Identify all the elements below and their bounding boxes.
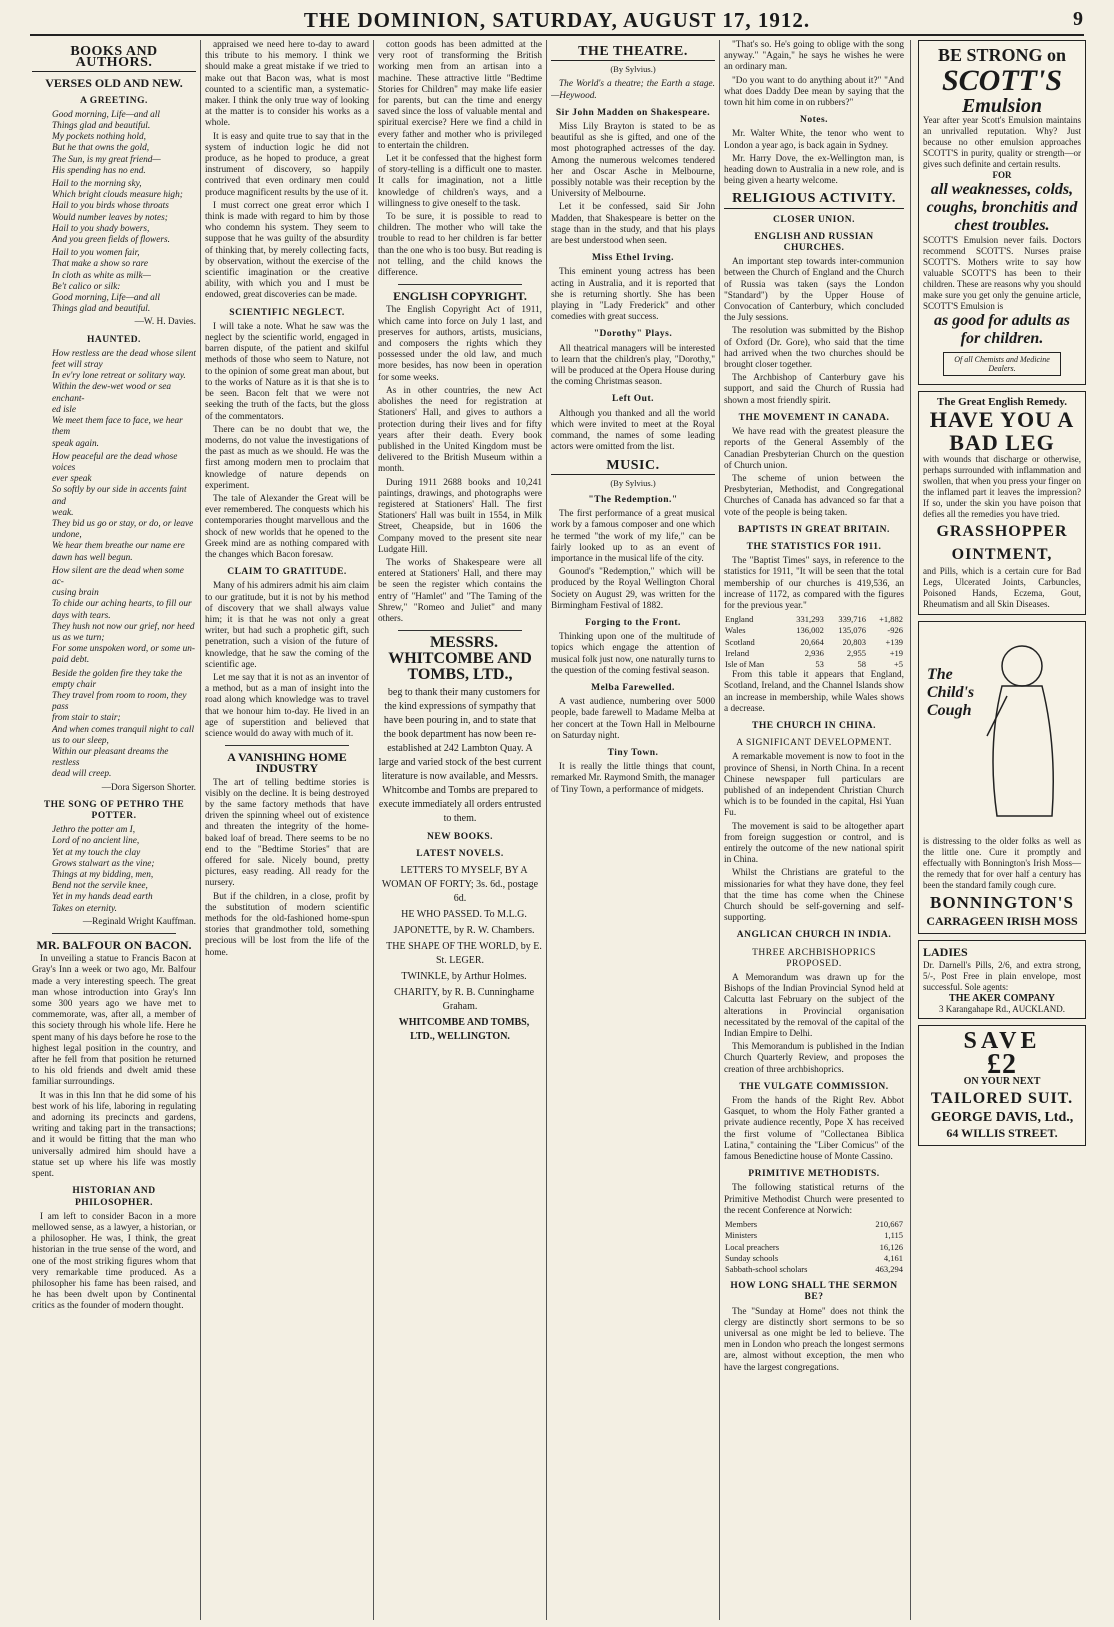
- article-paragraph: "Do you want to do anything about it?" "And what does Daddy Dee mean by saying that the town hit him come in on rubbers?": [724, 75, 904, 109]
- ad-heading: BE STRONG on: [937, 45, 1067, 65]
- table-cell: 16,126: [879, 1241, 903, 1252]
- table-cell: Scotland: [725, 636, 755, 647]
- article-paragraph: As in other countries, the new Act abolishes the need for registration at Stationers' Hall, and gives to authors a protection during their lives and for fifty years after their death. Every book published in the United Kingdom must be delivered to the British Museum within a month.: [378, 385, 542, 475]
- ad-text: with wounds that discharge or otherwise, perhaps surrounded with inflammation and swollen, that when you press your finger on the inflamed part it leaves the impression? If so, under the skin you have poison that defies all the remedies you have tried.: [923, 454, 1081, 519]
- article-paragraph: Let it be confessed, said Sir John Madden, that Shakespeare is better on the stage than in the study, and that his plays are best understood when seen.: [551, 202, 715, 247]
- baptist-stats-table: [724, 614, 904, 670]
- poem-title: THE SONG OF PETHRO THE POTTER.: [43, 799, 185, 821]
- article-paragraph: Many of his admirers admit his aim claim to our gratitude, but it is not by his method of discovery that we shall always value him; it is that he was not only a great writer, but had such a prophetic gift, such penetration, such a vision of the future of knowledge, that he saw the coming of the scientific age.: [205, 581, 369, 670]
- article-paragraph: From the hands of the Right Rev. Abbot Gasquet, to whom the Holy Father granted a private audience recently, Pope X has received the first volume of "Collectanea Biblica Latina," containing the "Liber Comicus" of the famous Benedictine house of Monte Cassino.: [724, 1096, 904, 1163]
- book-listing: JAPONETTE, by R. W. Chambers.: [393, 924, 535, 936]
- subheading: THREE ARCHBISHOPRICS PROPOSED.: [752, 947, 876, 969]
- subheading: ENGLISH AND RUSSIAN CHURCHES.: [754, 231, 874, 254]
- poem-stanza: Hail to you women fair, That make a show so rare In cloth as white as milk— Be't calico or silk: Good morning, Life—and all Things glad and beautiful.: [52, 248, 160, 315]
- article-paragraph: Thinking upon one of the multitude of topics which engage the attention of musical folk just now, one naturally turns to the question of the coming festival season.: [551, 632, 715, 676]
- poem-author: —W. H. Davies.: [134, 317, 196, 328]
- article-paragraph: The first performance of a great musical work by a famous composer and one which he termed "the work of my life," can be fairly looked up to as an event of importance in the musical life of the city.: [551, 509, 715, 564]
- table-cell: 20,664: [800, 636, 824, 647]
- ladies-ad: [918, 940, 1086, 1019]
- subheading: "Dorothy" Plays.: [593, 329, 673, 340]
- article-paragraph: Mr. Walter White, the tenor who went to London a year ago, is back again in Sydney.: [724, 129, 904, 151]
- poem-author: —Reginald Wright Kauffman.: [82, 916, 196, 927]
- article-paragraph: An important step towards inter-communion between the Church of England and the Church of Russia was taken (says the London "Standard") by the Upper House of Convocation of Canterbury, which concluded the July sessions.: [724, 257, 904, 324]
- subheading: PRIMITIVE METHODISTS.: [748, 1169, 880, 1180]
- column-bacon-continued: [205, 40, 369, 1620]
- table-cell: Local preachers: [725, 1241, 780, 1252]
- table-row: [724, 1264, 904, 1275]
- subheading: THE MOVEMENT IN CANADA.: [738, 412, 890, 423]
- table-cell: Members: [725, 1219, 758, 1230]
- subheading: THE VULGATE COMMISSION.: [739, 1081, 889, 1092]
- table-cell: Sabbath-school scholars: [725, 1263, 808, 1274]
- ad-product: GRASSHOPPER OINTMENT,: [936, 523, 1068, 563]
- ad-headline: The Child's Cough: [927, 666, 975, 719]
- book-listing: HE WHO PASSED. To M.L.G.: [401, 908, 527, 920]
- subheading: CLOSER UNION.: [773, 214, 855, 225]
- article-paragraph: We have read with the greatest pleasure the reports of the General Assembly of the Canadian Presbyterian Church on the question of Church union.: [724, 427, 904, 471]
- ad-address: 64 WILLIS STREET.: [946, 1126, 1058, 1140]
- article-paragraph: Although you thanked and all the world which were invited to meet at the Royal command, the names of some leading actors were omitted from the list.: [551, 408, 715, 453]
- article-paragraph: The works of Shakespeare were all entered at Stationers' Hall, and there may be seen the register which contains the entry of "Hamlet" and "The Taming of the Shrew," "Romeo and Juliet" and many others.: [378, 557, 542, 624]
- poem-stanza: How silent are the dead when some ac- cusing brain To chide our aching hearts, to fill our days with tears. They hush not now our grief, nor heed us as we turn; For some unspoken word, or some un- paid debt.: [52, 565, 195, 666]
- table-cell: Ministers: [725, 1230, 758, 1241]
- table-row: [724, 1242, 904, 1253]
- divider: [225, 745, 349, 746]
- table-cell: Isle of Man: [725, 658, 765, 669]
- ad-text: is distressing to the older folks as well as the little one. Cure it promptly and effectually with Bonnington's Irish Moss—the remedy that for over half a century has been the standard family cough cure.: [923, 836, 1081, 890]
- subheading: Left Out.: [612, 394, 654, 405]
- ad-heading: The Great English Remedy.: [937, 396, 1067, 408]
- ad-address: 3 Karangahape Rd., AUCKLAND.: [939, 1004, 1065, 1014]
- article-paragraph: It was in this Inn that he did some of his best work of his life, laboring in regulating and adorning its precincts and gardens, writing and taking part in the transactions; and it would be fitting that the man who universally admired him should have a statue set up where his life was mostly spent.: [32, 1090, 196, 1180]
- article-paragraph: The "Sunday at Home" does not think the clergy are distinctly short sermons to be so universal as one might be led to believe. The men in London who preach the longest sermons are, almost without exception, the men who have the largest congregations.: [724, 1306, 904, 1373]
- table-cell: Sunday schools: [725, 1252, 779, 1263]
- epigraph: The World's a theatre; the Earth a stage.—Heywood.: [551, 79, 715, 101]
- ad-company: THE AKER COMPANY: [949, 993, 1055, 1004]
- article-paragraph: I will take a note. What he saw was the neglect by the scientific world, engaged in barren dispute, of the patient and skilful methods of those who seem to Nature, not to the opinion of some great man about, but to the works of Nature as it is that she is to be seen. Bacon felt that we were not seeking the truth of the facts, but the gloss of the commentators.: [205, 321, 369, 422]
- ad-amount: £2: [987, 1049, 1017, 1080]
- table-cell: 1,115: [884, 1230, 903, 1241]
- article-paragraph: This eminent young actress has been acting in Australia, and it is reported that she is returning shortly. She has been playing in "Lady Frederick" and other comedies with great success.: [551, 267, 715, 323]
- ad-box: Of all Chemists and Medicine Dealers.: [943, 352, 1061, 376]
- bookseller-notice: [378, 636, 542, 684]
- table-cell: +1,882: [879, 614, 903, 625]
- table-cell: 4,161: [883, 1252, 903, 1263]
- table-cell: 53: [815, 658, 824, 669]
- article-paragraph: cotton goods has been admitted at the very root of transforming the British working men from an artisan into a machine. These attractive little "Bedtime Stories for Children" may make life easier for parents, but can the time and energy saved since the loss of valuable mental and spiritual exercise? Here we find a child in every father and mother who is privileged to entertain the children.: [378, 40, 542, 151]
- poem-stanza: Jethro the potter am I, Lord of no ancient line, Yet at my touch the clay Grows stalwart as the vine; Things at my bidding, men, Bend not the servile knee, Yet in my hands dead earth Takes on eternity.: [52, 825, 155, 914]
- ad-tagline: as good for adults as for children.: [933, 312, 1071, 347]
- subheading: THE CHURCH IN CHINA.: [751, 720, 876, 731]
- article-paragraph: Let me say that it is not as an inventor of a method, but as a man of insight into the road along which knowledge was to travel that we honour him to-day. He lived in an age of superstition and believed that science would do away with much of it.: [205, 672, 369, 739]
- table-row: [724, 659, 904, 670]
- subheading: Sir John Madden on Shakespeare.: [555, 107, 711, 118]
- table-cell: 58: [857, 658, 867, 669]
- table-cell: 463,294: [875, 1263, 903, 1274]
- masthead-title: THE DOMINION, SATURDAY, AUGUST 17, 1912.: [303, 7, 811, 32]
- subheading: HISTORIAN AND PHILOSOPHER.: [72, 1186, 156, 1208]
- article-paragraph: I must correct one great error which I think is made with regard to him by those who condemn his system. They seem to suppose that he was guilty of the absurdity of thinking that, by merely collecting facts, by observation, without the exercise of the scientific imagination or the creative ability, with which you and I must be endowed, great discoveries can be made.: [205, 200, 369, 301]
- poem-stanza: How peaceful are the dead whose voices ever speak So softly by our side in accents faint and weak. They bid us go or stay, or do, or leave undone, We hear them breathe our name ere dawn has well begun.: [52, 451, 194, 563]
- article-paragraph: Gounod's "Redemption," which will be produced by the Royal Wellington Choral Society on August 29, was written for the Birmingham Festival of 1882.: [551, 567, 715, 611]
- article-paragraph: The resolution was submitted by the Bishop of Oxford (Dr. Gore), who said that the time had arrived when the two churches should be brought closer together.: [724, 326, 904, 371]
- table-row: [724, 1219, 904, 1230]
- bonningtons-ad: [918, 621, 1086, 934]
- george-davis-ad: [918, 1025, 1086, 1146]
- table-cell: 331,293: [796, 614, 824, 625]
- column-copyright: [378, 40, 542, 1620]
- article-paragraph: The scheme of union between the Presbyterian, Methodist, and Congregational Churches of Canada has advanced so far that a vote of the people is being taken.: [724, 473, 904, 518]
- ad-text: FOR: [992, 170, 1012, 180]
- table-cell: 210,667: [875, 1219, 903, 1230]
- article-paragraph: A Memorandum was drawn up for the Bishops of the Indian Provincial Synod held at Calcutta last February on the subject of the alterations in Provincial organisation necessitated by the removal of the capital of the Indian Empire to Delhi.: [724, 973, 904, 1040]
- article-heading: VERSES OLD AND NEW.: [45, 76, 183, 91]
- article-paragraph: The art of telling bedtime stories is visibly on the decline. It is being destroyed by the same factory methods that have driven the spinning wheel out of existence and threaten the integrity of the home-baked loaf of bread. There seems to be no end to the "Bedtime Stories" that are offered for sale. Nicely bound, pretty pictures, easy reading. All ready for the nursery.: [205, 777, 369, 889]
- byline: (By Sylvius.): [610, 64, 656, 75]
- book-listing: CHARITY, by R. B. Cunninghame Graham.: [393, 986, 535, 1012]
- ad-product: TAILORED SUIT.: [930, 1090, 1074, 1107]
- column-rule: [373, 40, 374, 1620]
- ad-text: Year after year Scott's Emulsion maintains an unrivalled reputation. Why? Just because no other emulsion approaches SCOTT'S in purity, quality or strength—or gives such definite and certain results.: [923, 115, 1081, 169]
- table-cell: Ireland: [725, 647, 750, 658]
- subheading: A SIGNIFICANT DEVELOPMENT.: [736, 738, 892, 749]
- article-heading: MR. BALFOUR ON BACON.: [36, 938, 192, 953]
- ad-text: SCOTT'S Emulsion never fails. Doctors recommend SCOTT'S. Nurses praise SCOTT'S. Mothers write to say how valuable SCOTT'S has been to their children. These are reasons why you should make sure you get only the genuine article, SCOTT'S Emulsion is: [923, 235, 1081, 311]
- scotts-emulsion-ad: [918, 40, 1086, 385]
- ad-brand: SCOTT'S: [941, 64, 1063, 97]
- article-paragraph: The Archbishop of Canterbury gave his support, and said the Church of Russia had shown a most friendly spirit.: [724, 373, 904, 406]
- notice-lead: MESSRS. WHITCOMBE AND TOMBS, LTD.,: [388, 634, 532, 684]
- ad-brand-sub: Emulsion: [961, 95, 1043, 117]
- article-heading: A VANISHING HOME INDUSTRY: [227, 750, 347, 776]
- article-paragraph: Let it be confessed that the highest form of story-telling is a difficult one to master. It calls for imagination, not a little knowledge of children's ways, and a willingness to give oneself to the task.: [378, 154, 542, 209]
- child-illustration: [923, 626, 1081, 836]
- article-paragraph: A vast audience, numbering over 5000 people, bade farewell to Madame Melba at her concert at the Town Hall in Melbourne on Saturday night.: [551, 697, 715, 741]
- poem-stanza: Hail to the morning sky, Which bright clouds measure high; Hail to you birds whose throats Would number leaves by notes; Hail to you shady bowers, And you green fields of flowers.: [52, 179, 183, 246]
- section-heading: THE THEATRE.: [551, 46, 715, 61]
- poem-author: —Dora Sigerson Shorter.: [101, 782, 196, 793]
- section-heading: MUSIC.: [551, 460, 715, 475]
- child-figure-icon: [927, 626, 1077, 826]
- masthead: [30, 6, 1084, 36]
- table-cell: Wales: [725, 625, 746, 636]
- table-cell: 2,955: [846, 647, 867, 658]
- column-religious-activity: [724, 40, 904, 1620]
- subheading: ANGLICAN CHURCH IN INDIA.: [736, 930, 892, 941]
- article-paragraph: From this table it appears that England, Scotland, Ireland, and the Channel Islands show an increase in membership, while Wales shows a decrease.: [724, 670, 904, 714]
- article-paragraph: To be sure, it is possible to read to children. The mother who will take the trouble to read to her children is far better than the one who is too busy. But reading is not telling, and the child knows the difference.: [378, 212, 542, 279]
- book-listing: TWINKLE, by Arthur Holmes.: [401, 970, 527, 982]
- column-rule: [719, 40, 720, 1620]
- table-row: [724, 637, 904, 648]
- section-heading: BOOKS AND AUTHORS.: [32, 46, 196, 72]
- column-rule: [910, 40, 911, 1620]
- table-row: [724, 1253, 904, 1264]
- table-cell: +19: [889, 647, 903, 658]
- subheading: CLAIM TO GRATITUDE.: [227, 567, 347, 578]
- ad-heading: LADIES: [923, 945, 968, 959]
- ad-text: Dr. Darnell's Pills, 2/6, and extra strong, 5/-, Post Free in plain envelope, most successful. Sole agents:: [923, 960, 1081, 992]
- subheading: THE STATISTICS FOR 1911.: [746, 541, 882, 552]
- subheading: Notes.: [799, 115, 829, 126]
- table-cell: 20,803: [842, 636, 867, 647]
- article-heading: ENGLISH COPYRIGHT.: [393, 289, 527, 304]
- methodist-stats-table: [724, 1219, 904, 1275]
- table-cell: 135,076: [838, 625, 867, 636]
- poem-title: HAUNTED.: [87, 334, 141, 345]
- subheading: HOW LONG SHALL THE SERMON BE?: [730, 1281, 898, 1303]
- article-paragraph: "That's so. He's going to oblige with the song anyway." "Again," he says he wishes he were an ordinary man.: [724, 40, 904, 73]
- ad-text: ON YOUR NEXT: [963, 1076, 1041, 1087]
- table-cell: +5: [893, 658, 903, 669]
- subheading: Melba Farewelled.: [591, 682, 675, 693]
- book-listing: LETTERS TO MYSELF, BY A WOMAN OF FORTY; 3s. 6d., postage 6d.: [381, 864, 539, 904]
- table-cell: -926: [887, 625, 903, 636]
- divider: [398, 284, 522, 285]
- article-paragraph: appraised we need here to-day to award this tribute to his memory. I think we should make a great mistake if we tried to make out that Bacon was, what is most counted to a scientific man, a systematic-maker. I think the only true way of looking at the matter is to consider his works as a whole.: [205, 40, 369, 129]
- article-paragraph: There can be no doubt that we, the moderns, do not value the investigations of the past as much as we should. He was the first among modern men to proclaim that knowledge of nature depends on experiment.: [205, 424, 369, 491]
- article-paragraph: This Memorandum is published in the Indian Church Quarterly Review, and proposes the creation of three archbishoprics.: [724, 1042, 904, 1075]
- table-cell: 136,002: [796, 625, 824, 636]
- article-paragraph: Mr. Harry Dove, the ex-Wellington man, is heading down to Australia in a new role, and is being given a hearty welcome.: [724, 153, 904, 187]
- article-paragraph: The following statistical returns of the Primitive Methodist Church were presented to the recent Conference at Norwich:: [724, 1183, 904, 1216]
- notice-signature: WHITCOMBE AND TOMBS, LTD., WELLINGTON.: [398, 1016, 530, 1042]
- table-row: [724, 648, 904, 659]
- ad-headline: HAVE YOU A BAD LEG: [929, 407, 1075, 455]
- ad-product: CARRAGEEN IRISH MOSS: [926, 914, 1078, 928]
- ad-company: GEORGE DAVIS, Ltd.,: [930, 1110, 1074, 1125]
- subheading: SCIENTIFIC NEGLECT.: [229, 307, 345, 318]
- subheading: LATEST NOVELS.: [416, 849, 504, 860]
- article-paragraph: I am left to consider Bacon in a more mellowed sense, as a lawyer, a historian, or a philosopher. He was, I think, the great historian in the true sense of the word, and one of the most striking figures whom that very remarkable time produced. As a philosopher his fame has been raised, and he has been dwelt upon by Continental critics as the founder of modern thought.: [32, 1211, 196, 1312]
- table-cell: 2,936: [804, 647, 824, 658]
- notice-body: beg to thank their many customers for the kind expressions of sympathy that have been pouring in, and to state that the book department has now been re-established at 242 Lambton Quay. A large and varied stock of the best current literature is now available, and Messrs. Whitcombe and Tombs are prepared to execute immediately all orders entrusted to them.: [378, 687, 542, 825]
- article-paragraph: All theatrical managers will be interested to learn that the children's play, "Dorothy," will be produced at the Opera House during the coming Christmas season.: [551, 343, 715, 388]
- subheading: Tiny Town.: [607, 747, 659, 758]
- article-paragraph: A remarkable movement is now to foot in the province of Shensi, in North China. In a recent Chinese newspaper full particulars are published of an independent Christian Church which is to be founded in the capital, Hsi Yuan Fu.: [724, 752, 904, 819]
- section-heading: RELIGIOUS ACTIVITY.: [724, 193, 904, 208]
- poem-stanza: How restless are the dead whose silent feet will stray In ev'ry lone retreat or solitary way. Within the dew-wet wood or sea enchant- ed isle We meet them face to face, we hear them speak again.: [52, 348, 196, 449]
- table-cell: +139: [885, 636, 903, 647]
- article-paragraph: But if the children, in a close, profit by the substitution of modern scientific methods for the old-fashioned home-spun stories that grandmother told, something precious will be lost from the life of the home.: [205, 891, 369, 958]
- ad-brand: BONNINGTON'S: [930, 893, 1074, 912]
- table-row: [724, 614, 904, 625]
- subheading: NEW BOOKS.: [426, 832, 494, 843]
- poem-title: A GREETING.: [80, 95, 148, 106]
- byline: (By Sylvius.): [610, 477, 656, 488]
- column-rule: [546, 40, 547, 1620]
- divider: [52, 933, 176, 934]
- article-paragraph: The movement is said to be altogether apart from foreign suggestion or control, and is entirely the outcome of the new national spirit in China.: [724, 821, 904, 866]
- book-listing: THE SHAPE OF THE WORLD, by E. St. LEGER.: [386, 940, 542, 966]
- poem-stanza: Good morning, Life—and all Things glad and beautiful. My pockets nothing hold, But he that owns the gold, The Sun, is my great friend— His spending has no end.: [52, 109, 161, 176]
- article-paragraph: In unveiling a statue to Francis Bacon at Gray's Inn a week or two ago, Mr. Balfour made a very interesting speech. The great man whose introduction into Gray's Inn some 300 years ago we have met to commemorate, was, after all, a member of this society through his whole life. Here he spent many of his days before he rose to the highest legal position in the country, and after he fell from that position he returned to his old friends and dwelt amid these familiar surroundings.: [32, 954, 196, 1088]
- table-row: [724, 1230, 904, 1241]
- bad-leg-ad: [918, 391, 1086, 615]
- article-paragraph: It is easy and quite true to say that in the system of induction logic he did not produce, as he hoped to produce, a great instrument of discovery, so happily contrived that even ordinary men could produce magnificent results by the use of it.: [205, 131, 369, 198]
- subheading: Miss Ethel Irving.: [591, 253, 675, 264]
- divider: [398, 630, 522, 631]
- column-rule: [200, 40, 201, 1620]
- subheading: BAPTISTS IN GREAT BRITAIN.: [738, 524, 890, 535]
- ad-text: and Pills, which is a certain cure for Bad Legs, Ulcerated Joints, Carbuncles, Poisoned Hands, Eczema, Gout, Rheumatism and all Skin Diseases.: [923, 566, 1081, 609]
- article-paragraph: Whilst the Christians are grateful to the missionaries for what they have done, they feel that the time has come when the Chinese Church should be self-governing and self-supporting.: [724, 868, 904, 924]
- article-paragraph: The English Copyright Act of 1911, which came into force on July 1 last, and preserves for authors, artists, musicians, and composers the rights which they possessed under the old law, and much more besides, has now been in operation for some weeks.: [378, 305, 542, 383]
- subheading: Forging to the Front.: [585, 617, 681, 628]
- article-paragraph: The tale of Alexander the Great will be ever remembered. The conquests which his contemporaries thought marvellous and the shock of new worlds that he opened to the Greek mind are as nothing compared with the changes which Bacon foresaw.: [205, 493, 369, 560]
- table-cell: 339,716: [838, 614, 867, 625]
- table-row: [724, 625, 904, 636]
- table-cell: England: [725, 614, 754, 625]
- subheading: "The Redemption.": [588, 494, 678, 505]
- column-theatre-music: [551, 40, 715, 1620]
- ad-list: all weaknesses, colds, coughs, bronchitis and chest troubles.: [926, 181, 1078, 234]
- poem-stanza: Beside the golden fire they take the empty chair They travel from room to room, they pass from stair to stair; And when comes tranquil night to call us to our sleep, Within our pleasant dreams the restless dead will creep.: [52, 668, 195, 780]
- article-paragraph: It is really the little things that count, remarked Mr. Raymond Smith, the manager of Tiny Town, a performance of midgets.: [551, 762, 715, 795]
- column-books-and-authors: [32, 40, 196, 1620]
- article-paragraph: During 1911 2688 books and 10,241 paintings, drawings, and photographs were registered at Stationers' Hall. The first Stationers' Hall was built in 1554, in Milk Street, Cheapside, but in 1606 the Company moved to the present site near Ludgate Hill.: [378, 477, 542, 555]
- page-number: 9: [1073, 8, 1084, 30]
- article-paragraph: The "Baptist Times" says, in reference to the statistics for 1911, "It will be seen that the total membership of our churches is 419,536, an increase of 1172, as compared with the figures for the previous year.": [724, 556, 904, 611]
- ad-headline: SAVE: [963, 1028, 1041, 1054]
- article-paragraph: Miss Lily Brayton is stated to be as beautiful as she is gifted, and one of the most photographed actresses of the day. Among the numerous welcomes tendered her and Oscar Asche in Melbourne, possibly notable was their reception by the University of Melbourne.: [551, 122, 715, 200]
- advertisement-column: [918, 40, 1086, 1620]
